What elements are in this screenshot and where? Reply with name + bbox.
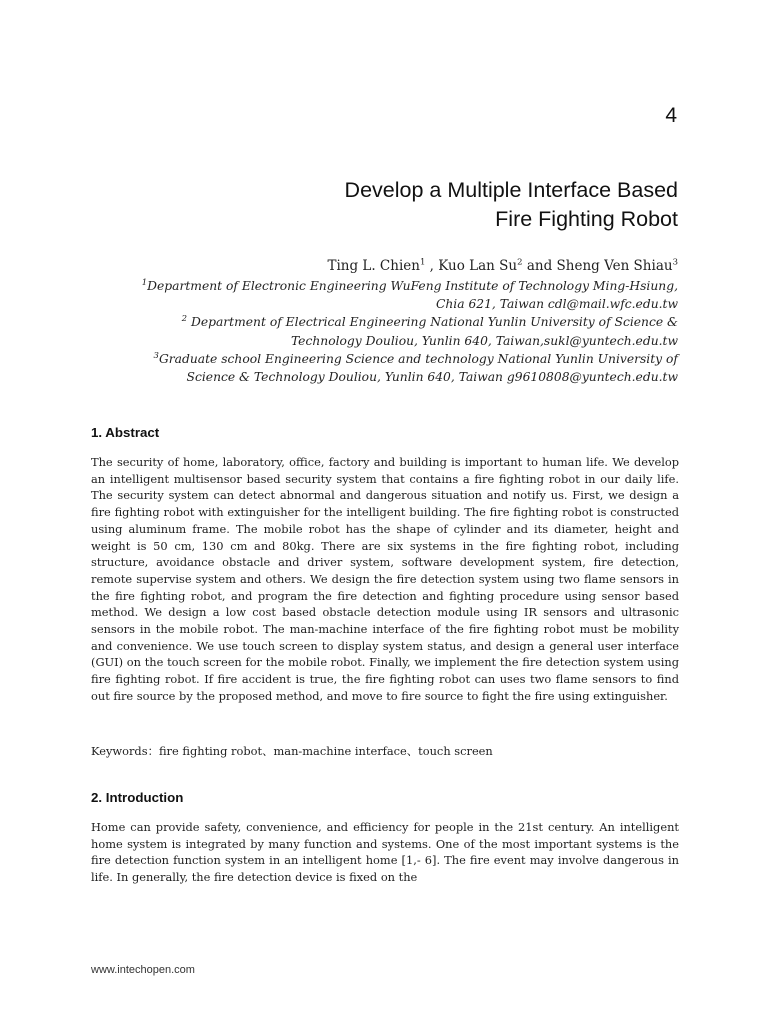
affiliation-mark: 2	[181, 314, 188, 325]
author-affil-mark: 1	[419, 257, 426, 268]
title-line-2: Fire Fighting Robot	[495, 207, 678, 231]
author-separator: and	[522, 258, 557, 274]
author-name: Sheng Ven Shiau	[556, 258, 673, 274]
affiliation-mark: 3	[153, 350, 159, 361]
footer-url: www.intechopen.com	[91, 964, 195, 976]
author-affil-mark: 2	[517, 257, 523, 268]
affiliation-mark: 1	[141, 277, 148, 288]
author-name: Ting L. Chien	[327, 258, 420, 274]
introduction-heading: 2. Introduction	[91, 790, 184, 805]
paper-title	[345, 176, 678, 234]
title-line-1: Develop a Multiple Interface Based	[344, 178, 678, 202]
chapter-number: 4	[665, 104, 677, 127]
author-name: Kuo Lan Su	[438, 258, 518, 274]
author-separator: ,	[425, 258, 439, 274]
abstract-heading: 1. Abstract	[91, 425, 160, 440]
affiliation-2-line-2: Technology Douliou, Yunlin 640, Taiwan,sukl@yuntech.edu.tw	[290, 333, 678, 348]
introduction-paragraph: Home can provide safety, convenience, and efficiency for people in the 21st century. An intelligent home system is integrated by many function and systems. One of the most important systems is the fire detection function system in an intelligent home [1,- 6]. The fire event may involve dangerous in life. In generally, the fire detection device is fixed on the	[91, 820, 679, 885]
affiliation-2-line-1: $^2$ Department of Electrical Engineering National Yunlin University of Science &	[181, 314, 678, 330]
abstract-paragraph: The security of home, laboratory, office, factory and building is important to human life. We develop an intelligent multisensor based security system that contains a fire fighting robot in our daily life. The security system can detect abnormal and dangerous situation and notify us. First, we design a fire fighting robot with extinguisher for the intelligent building. The fire fighting robot is constructed using aluminum frame. The mobile robot has the shape of cylinder and its diameter, height and weight is 50 cm, 130 cm and 80kg. There are six systems in the fire fighting robot, including structure, avoidance obstacle and driver system, software development system, fire detection, remote supervise system and others. We design the fire detection system using two flame sensors in the fire fighting robot, and program the fire detection and fighting procedure using sensor based method. We design a low cost based obstacle detection module using IR sensors and ultrasonic sensors in the mobile robot. The man-machine interface of the fire fighting robot must be mobility and convenience. We use touch screen to display system status, and design a general user interface (GUI) on the touch screen for the mobile robot. Finally, we implement the fire detection system using fire fighting robot. If fire accident is true, the fire fighting robot can uses two flame sensors to find out fire source by the proposed method, and move to fire source to fight the fire using extinguisher.	[91, 455, 679, 703]
keywords-line: Keywords：fire fighting robot、man-machine interface、touch screen	[91, 744, 493, 758]
affiliation-1-line-2: Chia 621, Taiwan cdl@mail.wfc.edu.tw	[435, 297, 678, 312]
affiliation-3-line-1: $^3$Graduate school Engineering Science and technology National Yunlin University of	[153, 350, 678, 366]
author-affil-mark: 3	[672, 257, 678, 268]
affiliation-3-line-2: Science & Technology Douliou, Yunlin 640, Taiwan g9610808@yuntech.edu.tw	[186, 370, 678, 385]
affiliations	[98, 277, 678, 386]
author-list	[327, 258, 678, 274]
affiliation-1-line-1: $^1$Department of Electronic Engineering WuFeng Institute of Technology Ming-Hsiung,	[141, 277, 678, 293]
